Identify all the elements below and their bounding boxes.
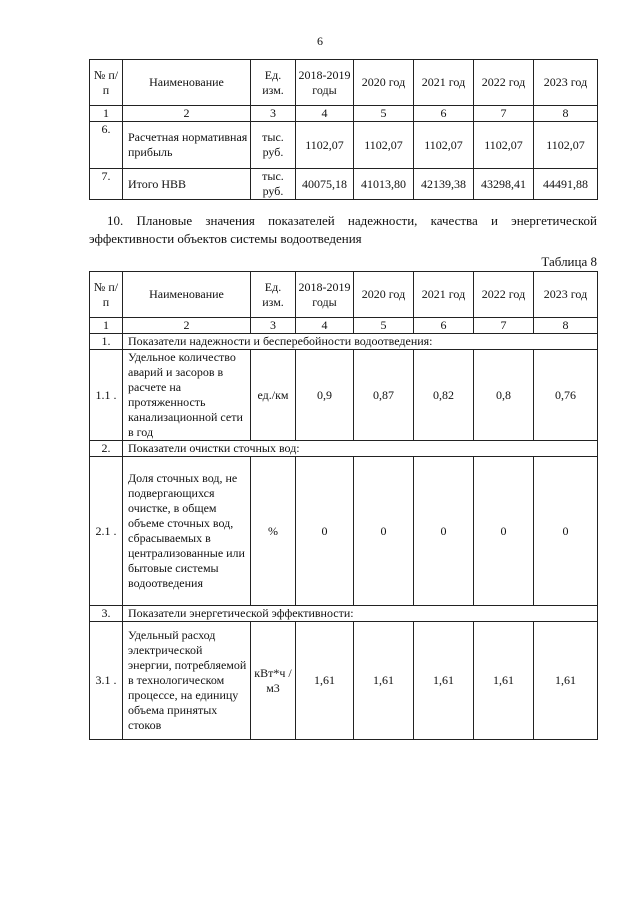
row-name: Доля сточных вод, не подвергающихся очистке, в общем объеме сточных вод, сбрасываемых в централизованные или бытовые системы водоотведения xyxy=(123,457,251,606)
column-number: 6 xyxy=(414,106,474,122)
row-index: 2.1 . xyxy=(90,457,123,606)
value-cell: 1102,07 xyxy=(414,122,474,169)
section-index: 1. xyxy=(90,334,123,350)
header-cell: 2022 год xyxy=(474,272,534,318)
column-number: 2 xyxy=(123,318,251,334)
row-index: 7. xyxy=(90,169,123,200)
value-cell: 44491,88 xyxy=(534,169,598,200)
row-unit: % xyxy=(251,457,296,606)
section-row xyxy=(90,606,598,622)
value-cell: 1,61 xyxy=(534,622,598,740)
indicators-table xyxy=(89,271,598,740)
value-cell: 1102,07 xyxy=(296,122,354,169)
column-number: 5 xyxy=(354,318,414,334)
table-caption: Таблица 8 xyxy=(541,254,597,269)
page-number: 6 xyxy=(317,34,323,48)
row-index: 6. xyxy=(90,122,123,169)
header-cell: 2023 год xyxy=(534,272,598,318)
row-name: Итого НВВ xyxy=(123,169,251,200)
value-cell: 0 xyxy=(296,457,354,606)
table-row xyxy=(90,457,598,606)
value-cell: 1102,07 xyxy=(534,122,598,169)
column-number: 7 xyxy=(474,106,534,122)
header-cell: Ед. изм. xyxy=(251,272,296,318)
section-10-paragraph: 10. Плановые значения показателей надежности, качества и энергетической эффективности объектов системы водоотведения xyxy=(89,213,597,246)
column-number: 1 xyxy=(90,318,123,334)
header-cell: 2022 год xyxy=(474,60,534,106)
table-header-row xyxy=(90,272,598,318)
value-cell: 1,61 xyxy=(414,622,474,740)
header-cell: 2018-2019 годы xyxy=(296,60,354,106)
column-number-row xyxy=(90,318,598,334)
value-cell: 0 xyxy=(534,457,598,606)
table-row xyxy=(90,122,598,169)
header-cell: 2018-2019 годы xyxy=(296,272,354,318)
section-index: 3. xyxy=(90,606,123,622)
header-cell: 2023 год xyxy=(534,60,598,106)
table-header-row xyxy=(90,60,598,106)
row-index: 1.1 . xyxy=(90,350,123,441)
row-name: Удельный расход электрической энергии, потребляемой в технологическом процессе, на единицу объема принятых стоков xyxy=(123,622,251,740)
value-cell: 0 xyxy=(354,457,414,606)
value-cell: 43298,41 xyxy=(474,169,534,200)
column-number: 1 xyxy=(90,106,123,122)
section-title: Показатели энергетической эффективности: xyxy=(123,606,598,622)
value-cell: 42139,38 xyxy=(414,169,474,200)
column-number: 3 xyxy=(251,318,296,334)
header-cell: 2020 год xyxy=(354,272,414,318)
header-cell: № п/п xyxy=(90,60,123,106)
row-unit: кВт*ч /м3 xyxy=(251,622,296,740)
value-cell: 1102,07 xyxy=(354,122,414,169)
section-title: Показатели очистки сточных вод: xyxy=(123,441,598,457)
column-number: 4 xyxy=(296,106,354,122)
value-cell: 1,61 xyxy=(296,622,354,740)
table-row xyxy=(90,622,598,740)
section-row xyxy=(90,441,598,457)
column-number: 2 xyxy=(123,106,251,122)
section-index: 2. xyxy=(90,441,123,457)
value-cell: 0 xyxy=(414,457,474,606)
value-cell: 0,87 xyxy=(354,350,414,441)
header-cell: № п/п xyxy=(90,272,123,318)
column-number-row xyxy=(90,106,598,122)
column-number: 8 xyxy=(534,318,598,334)
header-cell: Ед. изм. xyxy=(251,60,296,106)
column-number: 5 xyxy=(354,106,414,122)
row-unit: ед./км xyxy=(251,350,296,441)
value-cell: 40075,18 xyxy=(296,169,354,200)
header-cell: 2020 год xyxy=(354,60,414,106)
column-number: 6 xyxy=(414,318,474,334)
value-cell: 0,76 xyxy=(534,350,598,441)
row-unit: тыс. руб. xyxy=(251,169,296,200)
column-number: 8 xyxy=(534,106,598,122)
value-cell: 0,8 xyxy=(474,350,534,441)
value-cell: 1,61 xyxy=(354,622,414,740)
table-row xyxy=(90,350,598,441)
row-name: Удельное количество аварий и засоров в расчете на протяженность канализационной сети в год xyxy=(123,350,251,441)
section-title: Показатели надежности и бесперебойности водоотведения: xyxy=(123,334,598,350)
row-name: Расчетная нормативная прибыль xyxy=(123,122,251,169)
value-cell: 1,61 xyxy=(474,622,534,740)
row-index: 3.1 . xyxy=(90,622,123,740)
header-cell: 2021 год xyxy=(414,272,474,318)
value-cell: 0,9 xyxy=(296,350,354,441)
value-cell: 0 xyxy=(474,457,534,606)
section-row xyxy=(90,334,598,350)
row-unit: тыс. руб. xyxy=(251,122,296,169)
column-number: 3 xyxy=(251,106,296,122)
column-number: 7 xyxy=(474,318,534,334)
table-row xyxy=(90,169,598,200)
value-cell: 1102,07 xyxy=(474,122,534,169)
tariff-table xyxy=(89,59,598,200)
header-cell: 2021 год xyxy=(414,60,474,106)
value-cell: 41013,80 xyxy=(354,169,414,200)
column-number: 4 xyxy=(296,318,354,334)
header-cell: Наименование xyxy=(123,60,251,106)
value-cell: 0,82 xyxy=(414,350,474,441)
header-cell: Наименование xyxy=(123,272,251,318)
